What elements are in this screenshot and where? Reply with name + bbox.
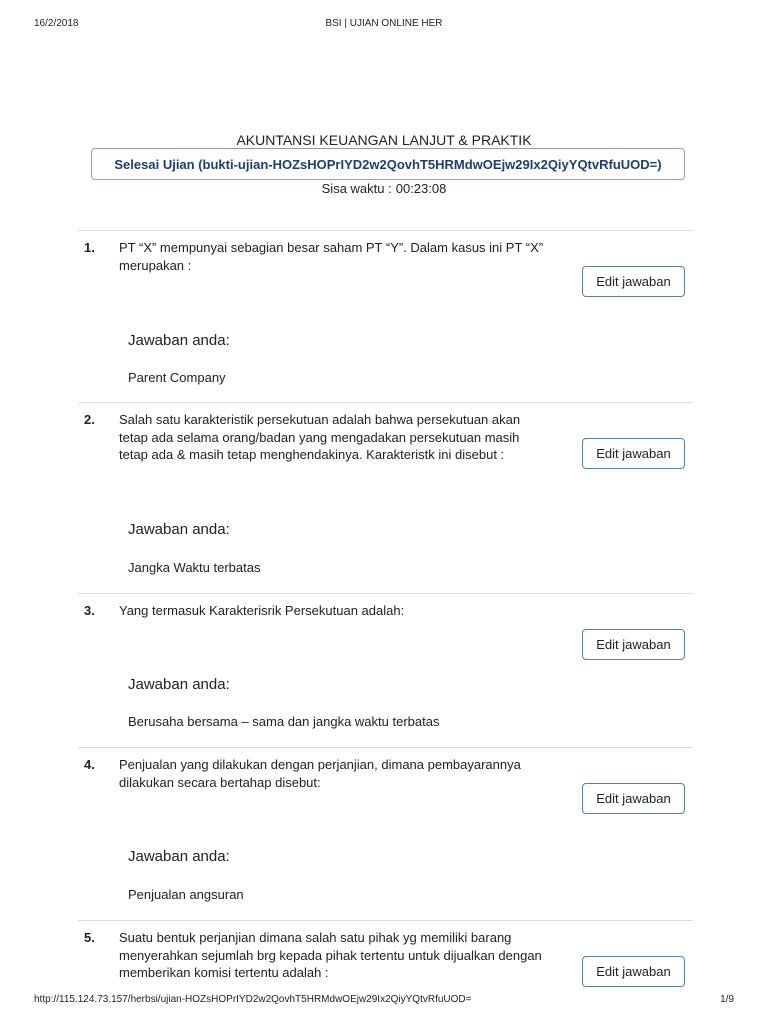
question-item bbox=[78, 747, 693, 921]
question-number: 2. bbox=[84, 412, 95, 427]
finish-exam-button[interactable]: Selesai Ujian (bukti-ujian-HOZsHOPrIYD2w2QovhT5HRMdwOEjw29Ix2QiyYQtvRfuUOD=) bbox=[91, 148, 685, 180]
timer-value: 00:23:08 bbox=[395, 181, 447, 196]
question-item bbox=[78, 230, 693, 403]
question-number: 4. bbox=[84, 757, 95, 772]
course-title: AKUNTANSI KEUANGAN LANJUT & PRAKTIK bbox=[236, 132, 532, 148]
answer-label: Jawaban anda: bbox=[128, 521, 230, 538]
question-text: Yang termasuk Karakterisrik Persekutuan adalah: bbox=[119, 603, 405, 618]
question-item bbox=[78, 920, 693, 991]
answer-label: Jawaban anda: bbox=[128, 848, 230, 865]
question-item bbox=[78, 402, 693, 594]
answer-value: Jangka Waktu terbatas bbox=[128, 560, 261, 575]
question-number: 1. bbox=[84, 240, 95, 255]
print-title: BSI | UJIAN ONLINE HER bbox=[325, 18, 443, 29]
timer-label: Sisa waktu : bbox=[321, 181, 392, 196]
edit-answer-button[interactable]: Edit jawaban bbox=[582, 438, 685, 469]
answer-label: Jawaban anda: bbox=[128, 332, 230, 349]
question-number: 3. bbox=[84, 603, 95, 618]
print-footer bbox=[0, 994, 768, 1008]
answer-value: Berusaha bersama – sama dan jangka waktu terbatas bbox=[128, 714, 440, 729]
remaining-time bbox=[0, 181, 768, 196]
answer-label: Jawaban anda: bbox=[128, 676, 230, 693]
answer-value: Parent Company bbox=[128, 370, 226, 385]
print-header bbox=[0, 18, 768, 32]
page-number: 1/9 bbox=[720, 994, 734, 1005]
question-number: 5. bbox=[84, 930, 95, 945]
question-text: Suatu bentuk perjanjian dimana salah satu pihak yg memiliki barang menyerahkan sejumlah brg kepada pihak tertentu untuk dijualkan dengan memberikan komisi tertentu adalah : bbox=[119, 930, 542, 980]
edit-answer-button[interactable]: Edit jawaban bbox=[582, 629, 685, 660]
page-url: http://115.124.73.157/herbsi/ujian-HOZsHOPrIYD2w2QovhT5HRMdwOEjw29Ix2QiyYQtvRfuUOD= bbox=[34, 994, 472, 1005]
question-text: PT “X” mempunyai sebagian besar saham PT “Y”. Dalam kasus ini PT “X” merupakan : bbox=[119, 240, 544, 273]
question-text: Salah satu karakteristik persekutuan adalah bahwa persekutuan akan tetap ada selama orang/badan yang mengadakan persekutuan masih tetap ada & masih tetap menghendakinya. Karakteristk ini disebut : bbox=[119, 412, 521, 462]
print-date: 16/2/2018 bbox=[34, 18, 79, 29]
question-item bbox=[78, 593, 693, 748]
edit-answer-button[interactable]: Edit jawaban bbox=[582, 783, 685, 814]
edit-answer-button[interactable]: Edit jawaban bbox=[582, 956, 685, 987]
answer-value: Penjualan angsuran bbox=[128, 887, 244, 902]
edit-answer-button[interactable]: Edit jawaban bbox=[582, 266, 685, 297]
question-text: Penjualan yang dilakukan dengan perjanjian, dimana pembayarannya dilakukan secara bertahap disebut: bbox=[119, 757, 521, 790]
